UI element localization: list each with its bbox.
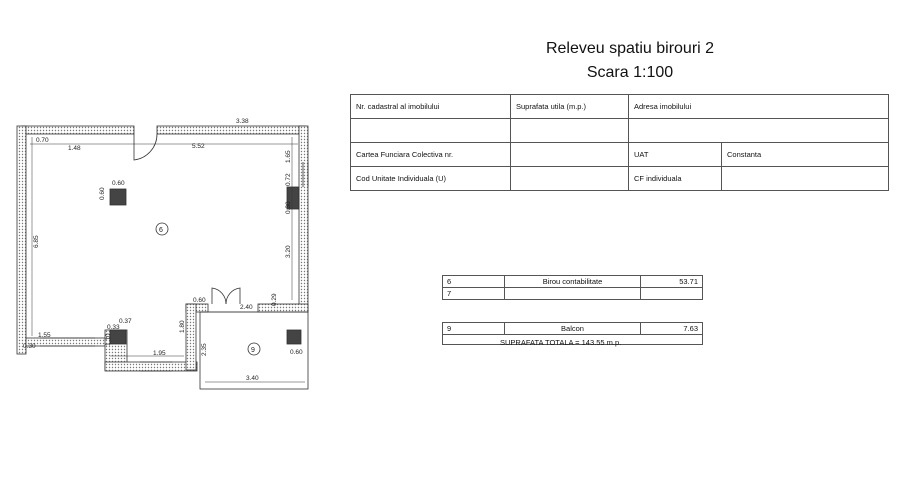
wall bbox=[26, 338, 108, 346]
dim-label: 1.80 bbox=[179, 320, 186, 333]
column bbox=[110, 330, 126, 344]
balcony-area: 7.63 bbox=[641, 323, 703, 335]
uat-value: Constanta bbox=[722, 143, 889, 167]
room-number-label: 9 bbox=[251, 347, 255, 354]
dim-label: 0.30 bbox=[285, 201, 292, 214]
dim-label: 0.29 bbox=[271, 293, 278, 306]
dim-label: 5.52 bbox=[192, 143, 205, 150]
cf-label: CF individuala bbox=[629, 167, 722, 191]
unit-code-label: Cod Unitate Individuala (U) bbox=[351, 167, 511, 191]
dim-label: 1.65 bbox=[285, 150, 292, 163]
cadastral-label: Nr. cadastral al imobilului bbox=[351, 95, 511, 119]
column bbox=[287, 330, 301, 344]
door-swing bbox=[226, 288, 240, 304]
dim-label: 1.10 bbox=[105, 333, 112, 346]
dim-label: 0.60 bbox=[290, 349, 303, 356]
wall bbox=[299, 126, 308, 312]
dim-label: 0.60 bbox=[193, 297, 206, 304]
document-title: Releveu spatiu birouri 2 bbox=[545, 40, 715, 57]
dim-label: 3.38 bbox=[236, 118, 249, 125]
dim-label: 0.72 bbox=[285, 173, 292, 186]
dim-label: 6.85 bbox=[33, 235, 40, 248]
total-area: SUPRAFATA TOTALA = 143.55 m.p. bbox=[500, 338, 622, 347]
balcony-name: Balcon bbox=[505, 323, 641, 335]
door-swing bbox=[134, 134, 157, 160]
dim-label: 3.20 bbox=[285, 245, 292, 258]
dim-label: 0.30 bbox=[23, 343, 36, 350]
room-number-label: 6 bbox=[159, 227, 163, 234]
land-book-label: Cartea Funciara Colectiva nr. bbox=[351, 143, 511, 167]
dim-label: 0.33 bbox=[107, 324, 120, 331]
dim-label: 2.35 bbox=[201, 343, 208, 356]
usable-area-label: Suprafata utila (m.p.) bbox=[511, 95, 629, 119]
room-area: 53.71 bbox=[641, 276, 703, 288]
column bbox=[110, 189, 126, 205]
balcony-number: 9 bbox=[443, 323, 505, 335]
wall bbox=[17, 126, 26, 354]
dim-label: 0.60 bbox=[99, 187, 106, 200]
dim-label: 2.40 bbox=[240, 304, 253, 311]
dim-label: 3.40 bbox=[246, 375, 259, 382]
address-label: Adresa imobilului bbox=[629, 95, 889, 119]
room-name: Birou contabilitate bbox=[505, 276, 641, 288]
wall bbox=[186, 304, 196, 370]
dim-label: 0.37 bbox=[119, 318, 132, 325]
room-number: 7 bbox=[443, 288, 505, 300]
wall bbox=[22, 126, 134, 134]
door-swing bbox=[212, 288, 226, 304]
dim-label: 1.48 bbox=[68, 145, 81, 152]
room-number: 6 bbox=[443, 276, 505, 288]
dim-label: 1.55 bbox=[38, 332, 51, 339]
wall bbox=[105, 362, 197, 371]
dim-label: 1.95 bbox=[153, 350, 166, 357]
wall bbox=[157, 126, 305, 134]
dim-label: 0.70 bbox=[36, 137, 49, 144]
dim-label: 0.60 bbox=[112, 180, 125, 187]
document-scale: Scara 1:100 bbox=[586, 64, 674, 81]
wall bbox=[258, 304, 308, 312]
uat-label: UAT bbox=[629, 143, 722, 167]
